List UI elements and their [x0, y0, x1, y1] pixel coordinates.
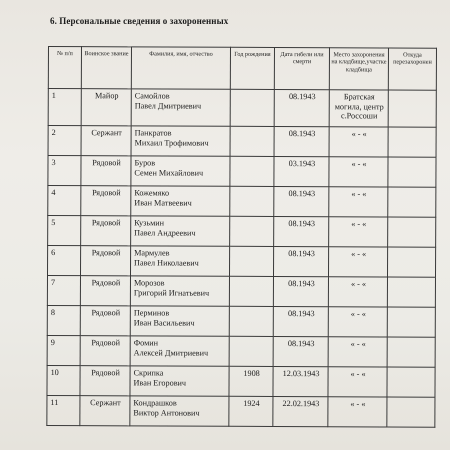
- given-names: Виктор Антонович: [133, 407, 200, 418]
- surname: Кузьмин: [134, 218, 165, 228]
- cell-number: 6: [47, 246, 80, 276]
- cell-burial-place: « - «: [328, 247, 387, 277]
- surname: Перминов: [133, 308, 170, 318]
- cell-name: [131, 186, 230, 216]
- cell-name: [130, 396, 229, 426]
- cell-rank: Майор: [81, 89, 131, 126]
- cell-birth-year: [229, 246, 273, 276]
- surname: Мармулев: [134, 248, 170, 258]
- cell-rank: Сержант: [81, 126, 131, 156]
- cell-name: [131, 89, 230, 126]
- cell-birth-year: [230, 126, 274, 156]
- cell-reburied-from: [387, 247, 435, 277]
- cell-burial-place: « - «: [328, 367, 387, 397]
- cell-reburied-from: [388, 217, 436, 247]
- given-names: Павел Дмитриевич: [134, 100, 202, 111]
- cell-death-date: 08.1943: [273, 336, 328, 366]
- surname: Кожемяко: [134, 188, 170, 198]
- surname: Фомин: [133, 338, 159, 348]
- cell-reburied-from: [387, 367, 435, 397]
- cell-birth-year: [229, 336, 273, 366]
- cell-death-date: 03.1943: [274, 156, 329, 186]
- cell-rank: Рядовой: [80, 246, 130, 276]
- cell-rank: Рядовой: [81, 186, 131, 216]
- cell-rank: Рядовой: [80, 306, 130, 336]
- cell-burial-place: « - «: [328, 337, 387, 367]
- cell-reburied-from: [387, 337, 435, 367]
- given-names: Иван Матвеевич: [134, 197, 192, 208]
- surname: Скрипка: [133, 368, 164, 378]
- column-header-number: № п/п: [48, 47, 81, 89]
- cell-burial-place: « - «: [328, 397, 387, 427]
- cell-birth-year: [230, 216, 274, 246]
- cell-number: 7: [47, 276, 80, 306]
- surname: Панкратов: [134, 128, 172, 138]
- cell-reburied-from: [388, 187, 436, 217]
- cell-reburied-from: [388, 157, 436, 187]
- cell-reburied-from: [388, 127, 436, 157]
- burial-records-table: [46, 46, 437, 428]
- given-names: Алексей Дмитриевич: [133, 347, 209, 358]
- cell-death-date: 08.1943: [274, 126, 329, 156]
- cell-birth-year: [229, 276, 273, 306]
- surname: Самойлов: [134, 91, 170, 101]
- cell-birth-year: [230, 156, 274, 186]
- column-header-death-date: Дата гибели или смерти: [274, 47, 329, 89]
- given-names: Иван Васильевич: [133, 317, 195, 328]
- table-row: [47, 335, 435, 367]
- cell-number: 10: [47, 365, 80, 395]
- cell-burial-place: Братская могила, центр с.Россоши: [329, 90, 388, 127]
- cell-name: [130, 336, 229, 366]
- cell-death-date: 08.1943: [273, 306, 328, 336]
- surname: Буров: [134, 158, 156, 168]
- cell-name: [131, 156, 230, 186]
- table-row: [48, 126, 436, 158]
- cell-name: [131, 126, 230, 156]
- cell-birth-year: [229, 306, 273, 336]
- cell-rank: Рядовой: [80, 336, 130, 366]
- table-header-row: [48, 47, 436, 91]
- cell-burial-place: « - «: [329, 217, 388, 247]
- cell-name: [130, 246, 229, 276]
- table-row: [48, 216, 436, 248]
- column-header-rank: Воинское звание: [81, 47, 131, 89]
- column-header-birth-year: Год рождения: [230, 47, 274, 89]
- cell-number: 11: [47, 395, 80, 425]
- table-row: [47, 395, 435, 427]
- given-names: Павел Андреевич: [134, 227, 196, 238]
- cell-reburied-from: [387, 277, 435, 307]
- cell-death-date: 08.1943: [274, 216, 329, 246]
- cell-burial-place: « - «: [328, 307, 387, 337]
- cell-name: [130, 276, 229, 306]
- table-row: [47, 305, 435, 337]
- cell-death-date: 08.1943: [273, 276, 328, 306]
- cell-death-date: 08.1943: [273, 246, 328, 276]
- cell-rank: Сержант: [80, 396, 130, 426]
- cell-rank: Рядовой: [80, 366, 130, 396]
- cell-death-date: 08.1943: [274, 89, 329, 126]
- table-row: [47, 365, 435, 397]
- table-row: [48, 186, 436, 218]
- cell-number: 5: [48, 216, 81, 246]
- table-row: [47, 276, 435, 308]
- column-header-name: Фамилия, имя, отчество: [131, 47, 230, 89]
- cell-birth-year: 1924: [229, 396, 273, 426]
- cell-death-date: 12.03.1943: [273, 366, 328, 396]
- cell-burial-place: « - «: [328, 277, 387, 307]
- table-row: [48, 156, 436, 188]
- given-names: Григорий Игнатьевич: [133, 287, 210, 298]
- column-header-burial-place: Место захоронения на кладбище,участке кладбища: [329, 48, 388, 90]
- section-heading: 6. Персональные сведения о захороненных: [50, 16, 229, 26]
- cell-reburied-from: [388, 90, 436, 127]
- cell-name: [130, 306, 229, 336]
- cell-burial-place: « - «: [329, 157, 388, 187]
- given-names: Михаил Трофимович: [134, 137, 209, 148]
- cell-name: [131, 216, 230, 246]
- cell-name: [130, 366, 229, 396]
- cell-death-date: 22.02.1943: [273, 396, 328, 426]
- cell-burial-place: « - «: [329, 127, 388, 157]
- cell-burial-place: « - «: [329, 187, 388, 217]
- cell-number: 3: [48, 156, 81, 186]
- cell-birth-year: [230, 89, 274, 126]
- given-names: Павел Николаевич: [134, 257, 199, 268]
- surname: Кондрашков: [133, 398, 177, 408]
- given-names: Иван Егорович: [133, 377, 187, 388]
- cell-rank: Рядовой: [81, 156, 131, 186]
- surname: Морозов: [133, 278, 165, 288]
- cell-reburied-from: [387, 397, 435, 427]
- cell-number: 8: [47, 305, 80, 335]
- cell-reburied-from: [387, 307, 435, 337]
- cell-death-date: 08.1943: [274, 186, 329, 216]
- cell-birth-year: [230, 186, 274, 216]
- cell-rank: Рядовой: [80, 276, 130, 306]
- cell-number: 9: [47, 335, 80, 365]
- cell-rank: Рядовой: [81, 216, 131, 246]
- given-names: Семен Михайлович: [134, 167, 204, 178]
- table-row: [47, 246, 435, 278]
- cell-number: 2: [48, 126, 81, 156]
- cell-number: 1: [48, 89, 81, 126]
- table-row: [48, 89, 436, 128]
- column-header-reburied-from: Откуда перезахоронен: [388, 48, 436, 90]
- cell-birth-year: 1908: [229, 366, 273, 396]
- cell-number: 4: [48, 186, 81, 216]
